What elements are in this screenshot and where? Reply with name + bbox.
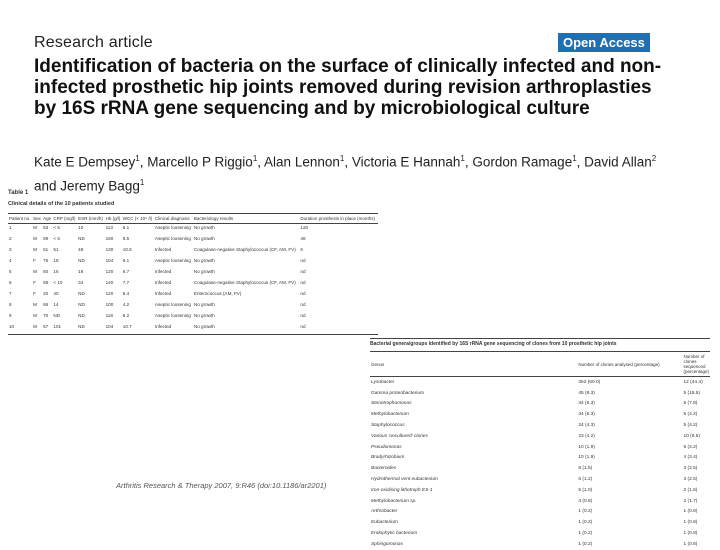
table-cell: M (33, 269, 37, 274)
table-cell: 70 (43, 313, 49, 318)
table-cell: 7.7 (122, 280, 130, 285)
table-cell: No growth (193, 313, 215, 318)
table-1-caption: Clinical details of the 10 patients studied (8, 201, 115, 207)
table-cell: Iron-oxidising lithotroph ES-1 (371, 487, 433, 493)
table-cell: 5 (4.2) (683, 412, 698, 418)
table-row (370, 528, 710, 539)
table-cell: M (33, 247, 37, 252)
table-cell: 20 (43, 291, 49, 296)
table-cell: F (33, 280, 36, 285)
table-cell: Aseptic loosening (154, 258, 191, 263)
table-cell: 58 (43, 280, 49, 285)
table-cell: 120 (105, 291, 114, 296)
table-1-column-header: CRP (mg/l) (52, 214, 77, 224)
table-cell: Arthrobacter (371, 509, 398, 515)
table-row (8, 224, 378, 236)
table-cell: 8.2 (122, 313, 130, 318)
table-2-column-header: Number of clones analysed (percentage) (577, 352, 682, 377)
author-list: Kate E Dempsey$^1$, Marcello P Riggio$^1$, Alan Lennon$^1$, Victoria E Hannah$^1$, Gordon Ramage$^1$, David Allan$^2$ and Jeremy Bagg$^1$ (34, 154, 657, 193)
table-cell: ND (77, 323, 104, 335)
table-row (8, 268, 378, 279)
table-cell: 45 (8.3) (578, 390, 595, 396)
table-cell: M (33, 313, 37, 318)
table-2-caption: Bacterial genera/groups identified by 16S rRNA gene sequencing of clones from 10 prosthetic hip joints (370, 338, 710, 347)
table-cell: 1 (0.8) (683, 520, 698, 526)
table-cell: F (33, 291, 36, 296)
table-cell: M (33, 236, 37, 241)
table-cell: 34 (6.3) (578, 412, 595, 418)
table-1-grid (8, 213, 378, 335)
table-cell: 4 (3.4) (683, 455, 698, 461)
table-cell: M (32, 323, 42, 335)
table-cell: 6 (9, 280, 12, 285)
table-row (370, 496, 710, 507)
table-cell: 18 (53, 258, 59, 263)
table-cell: 4 (0.8) (578, 498, 593, 504)
table-cell: 10 (8, 323, 32, 335)
table-cell: nd (300, 269, 306, 274)
author-affiliation: 2 (651, 154, 657, 163)
table-cell: nd (299, 323, 378, 335)
table-cell: 120 (105, 269, 114, 274)
author-affiliation: 1 (135, 154, 140, 163)
table-row (8, 279, 378, 290)
table-cell: Infected (154, 323, 193, 335)
table-cell: < 10 (53, 280, 63, 285)
table-cell: 14 (53, 302, 59, 307)
table-cell: Various 'uncultured' clones (371, 433, 428, 439)
table-row (8, 323, 378, 335)
table-cell: Gamma proteobacterium (371, 390, 425, 396)
table-cell: 10 (1.9) (578, 444, 595, 450)
table-cell: 6.1 (122, 225, 130, 230)
table-cell: 4 (9, 258, 12, 263)
table-cell: nd (300, 313, 306, 318)
table-cell: M (33, 225, 37, 230)
table-cell: No growth (193, 258, 215, 263)
table-cell: No growth (193, 302, 215, 307)
table-row (370, 377, 710, 388)
table-cell: 8.4 (122, 291, 130, 296)
table-cell: 6.1 (122, 258, 130, 263)
table-cell: 6.7 (122, 269, 130, 274)
table-cell: Infected (154, 247, 172, 252)
table-cell: 5 (4.2) (683, 423, 698, 429)
author-affiliation: 1 (139, 177, 145, 187)
table-cell: Infected (154, 269, 172, 274)
table-row (370, 388, 710, 399)
table-cell: 51 (53, 247, 59, 252)
table-cell: 53 (43, 225, 49, 230)
open-access-badge: Open Access (558, 33, 650, 52)
table-row (8, 257, 378, 268)
table-cell: Endophytic bacterium (371, 531, 418, 537)
table-cell: 100 (105, 302, 114, 307)
table-1-column-header: Hb (g/l) (105, 214, 122, 224)
table-cell: 10 (1.9) (578, 455, 595, 461)
table-cell: 1 (0.8) (683, 541, 698, 547)
author-name: David Allan (584, 154, 652, 170)
table-cell: 76 (43, 258, 49, 263)
table-cell: 2 (9, 236, 12, 241)
table-cell: Aseptic loosening (154, 236, 191, 241)
table-1-column-header: Clinical diagnosis (154, 214, 193, 224)
table-cell: 130 (105, 247, 114, 252)
table-cell: 1 (0.8) (683, 509, 698, 515)
table-1-column-header: Patient no. (8, 214, 32, 224)
table-cell: No growth (193, 225, 215, 230)
author-affiliation: 1 (252, 154, 258, 163)
table-cell: 104 (105, 258, 114, 263)
table-cell: No growth (193, 269, 215, 274)
table-cell: 12 (44.4) (683, 379, 703, 385)
table-row (370, 399, 710, 410)
table-cell: Enterococcus (AM, FV) (193, 291, 242, 296)
table-1-column-header: Sex (32, 214, 42, 224)
table-cell: 1 (9, 225, 12, 230)
table-cell: 3 (9, 247, 12, 252)
table-cell: < 5 (53, 236, 60, 241)
author-name: Gordon Ramage (472, 154, 573, 170)
table-cell: 5 (4.2) (683, 444, 698, 450)
table-cell: 10.7 (122, 323, 154, 335)
article-kicker: Research article (34, 34, 153, 51)
table-1-label: Table 1 (8, 190, 29, 196)
table-cell: 6.5 (122, 236, 130, 241)
table-row (8, 246, 378, 257)
table-2-column-header: Number of clones sequenced (percentage) (682, 352, 710, 377)
table-cell: Coagulase-negative Staphylococcus (CF, AM, FV) (193, 247, 296, 252)
table-cell: F (33, 258, 36, 263)
table-row (8, 235, 378, 246)
table-cell: 1 (0.2) (578, 520, 593, 526)
table-cell: M (33, 302, 37, 307)
table-cell: Bradyrhizobium (371, 455, 405, 461)
table-cell: ND (78, 302, 85, 307)
table-cell: 5 (9, 269, 12, 274)
table-cell: 50 (43, 269, 49, 274)
table-cell: 3 (2.5) (683, 477, 698, 483)
table-cell: 6 (1.2) (578, 477, 593, 483)
table-row (370, 420, 710, 431)
table-cell: 4.2 (122, 302, 130, 307)
table-cell: 140 (105, 280, 114, 285)
table-cell: nd (300, 302, 306, 307)
article-title: Identification of bacteria on the surface of clinically infected and non-infected prosthetic hip joints removed during revision arthroplasties by 16S rRNA gene sequencing and by microbiological culture (34, 56, 662, 119)
table-cell: nd (300, 280, 306, 285)
table-cell: 16 (53, 269, 59, 274)
table-cell: 18 (78, 269, 84, 274)
table-cell: 34 (78, 280, 84, 285)
author-affiliation: 1 (572, 154, 577, 163)
table-1-column-header: WCC (× 10⁹ /l) (122, 214, 154, 224)
table-cell: 61 (43, 247, 49, 252)
table-cell: ND (78, 291, 85, 296)
table-cell: 69 (43, 236, 49, 241)
table-cell: 48 (78, 247, 84, 252)
table-row (8, 301, 378, 312)
author-and: and (34, 178, 57, 193)
author-name: Alan Lennon (264, 154, 340, 170)
author-name: Kate E Dempsey (34, 154, 136, 170)
table-cell: 9 (9, 313, 12, 318)
author-name: Victoria E Hannah (351, 154, 461, 170)
author-affiliation: 1 (339, 154, 345, 163)
table-cell: 5 (1.0) (578, 487, 593, 493)
table-cell: 104 (105, 323, 122, 335)
table-cell: 10 (8.5) (683, 433, 701, 439)
table-cell: 118 (105, 313, 113, 318)
table-cell: 113 (105, 225, 113, 230)
table-cell: 1 (0.2) (578, 509, 593, 515)
table-1-column-header: Age (42, 214, 52, 224)
table-row (370, 442, 710, 453)
table-cell: 6 (300, 247, 303, 252)
table-cell: 5 (7.8) (683, 401, 698, 407)
table-row (370, 409, 710, 420)
table-cell: Aseptic loosening (154, 302, 191, 307)
table-row (8, 290, 378, 301)
table-cell: 1 (0.8) (683, 531, 698, 537)
table-2 (370, 338, 710, 550)
table-cell: 8 (9, 302, 12, 307)
table-cell: Coagulase-negative Staphylococcus (CF, AM, FV) (193, 280, 296, 285)
table-cell: Lysobacter (371, 379, 395, 385)
table-cell: No growth (193, 236, 215, 241)
table-cell: Staphylococcus (371, 423, 405, 429)
table-cell: Aseptic loosening (154, 225, 191, 230)
table-cell: 3 (2.5) (683, 466, 698, 472)
author-name: Marcello P Riggio (147, 154, 253, 170)
table-cell: 150 (105, 236, 114, 241)
table-cell: Bacteroides (371, 466, 397, 472)
table-cell: ND (78, 258, 85, 263)
table-cell: 1 (0.2) (578, 541, 593, 547)
table-row (370, 517, 710, 528)
table-cell: 48 (300, 236, 306, 241)
table-2-grid (370, 351, 710, 550)
table-row (370, 539, 710, 550)
table-cell: Pseudomonas (371, 444, 402, 450)
table-cell: 101 (52, 323, 77, 335)
table-cell: Eubacterium (371, 520, 398, 526)
table-cell: ND (78, 313, 85, 318)
table-cell: ND (78, 236, 85, 241)
table-cell: 120 (300, 225, 309, 230)
table-row (370, 485, 710, 496)
table-cell: 8 (1.5) (578, 466, 593, 472)
table-cell: No growth (193, 323, 300, 335)
table-cell: 66 (43, 302, 49, 307)
table-cell: 10 (78, 225, 84, 230)
table-cell: 2 (1.6) (683, 487, 698, 493)
table-cell: Aseptic loosening (154, 313, 191, 318)
author-name: Jeremy Bagg (60, 178, 140, 193)
table-cell: 24 (4.3) (578, 423, 595, 429)
table-1-column-header: Bacteriology results (193, 214, 300, 224)
table-cell: Methylobacterium sp. (371, 498, 417, 504)
table-cell: 2 (1.7) (683, 498, 698, 504)
table-cell: Stenotrophomonas (371, 401, 412, 407)
table-cell: Infected (154, 280, 172, 285)
table-cell: 7 (9, 291, 12, 296)
table-cell: 57 (42, 323, 52, 335)
table-1 (8, 190, 378, 335)
table-row (370, 453, 710, 464)
table-row (370, 463, 710, 474)
table-cell: Methylobacterium (371, 412, 409, 418)
table-cell: nd (300, 258, 306, 263)
table-cell: 23 (4.2) (578, 433, 595, 439)
table-cell: 1 (0.2) (578, 531, 593, 537)
table-row (370, 431, 710, 442)
table-cell: Infected (154, 291, 172, 296)
table-cell: 10.5 (122, 247, 132, 252)
table-cell: ND (53, 313, 61, 318)
table-1-column-header: ESR (mm/h) (77, 214, 104, 224)
table-row (8, 312, 378, 323)
table-cell: 34 (6.3) (578, 401, 595, 407)
journal-citation: Arthritis Research & Therapy 2007, 9:R46 (doi:10.1186/ar2201) (116, 481, 327, 490)
table-cell: nd (300, 291, 306, 296)
table-row (370, 474, 710, 485)
table-cell: Hydrothermal vent eubacterium (371, 477, 438, 483)
table-1-column-header: Duration prosthesis in place (months) (299, 214, 378, 224)
table-cell: 5 (18.5) (683, 390, 701, 396)
table-cell: < 5 (53, 225, 60, 230)
table-cell: 352 (60.0) (578, 379, 601, 385)
table-row (370, 507, 710, 518)
table-cell: Sphingomonas (371, 541, 404, 547)
table-2-column-header: Genus (370, 352, 577, 377)
table-cell: 40 (53, 291, 59, 296)
author-affiliation: 1 (460, 154, 465, 163)
